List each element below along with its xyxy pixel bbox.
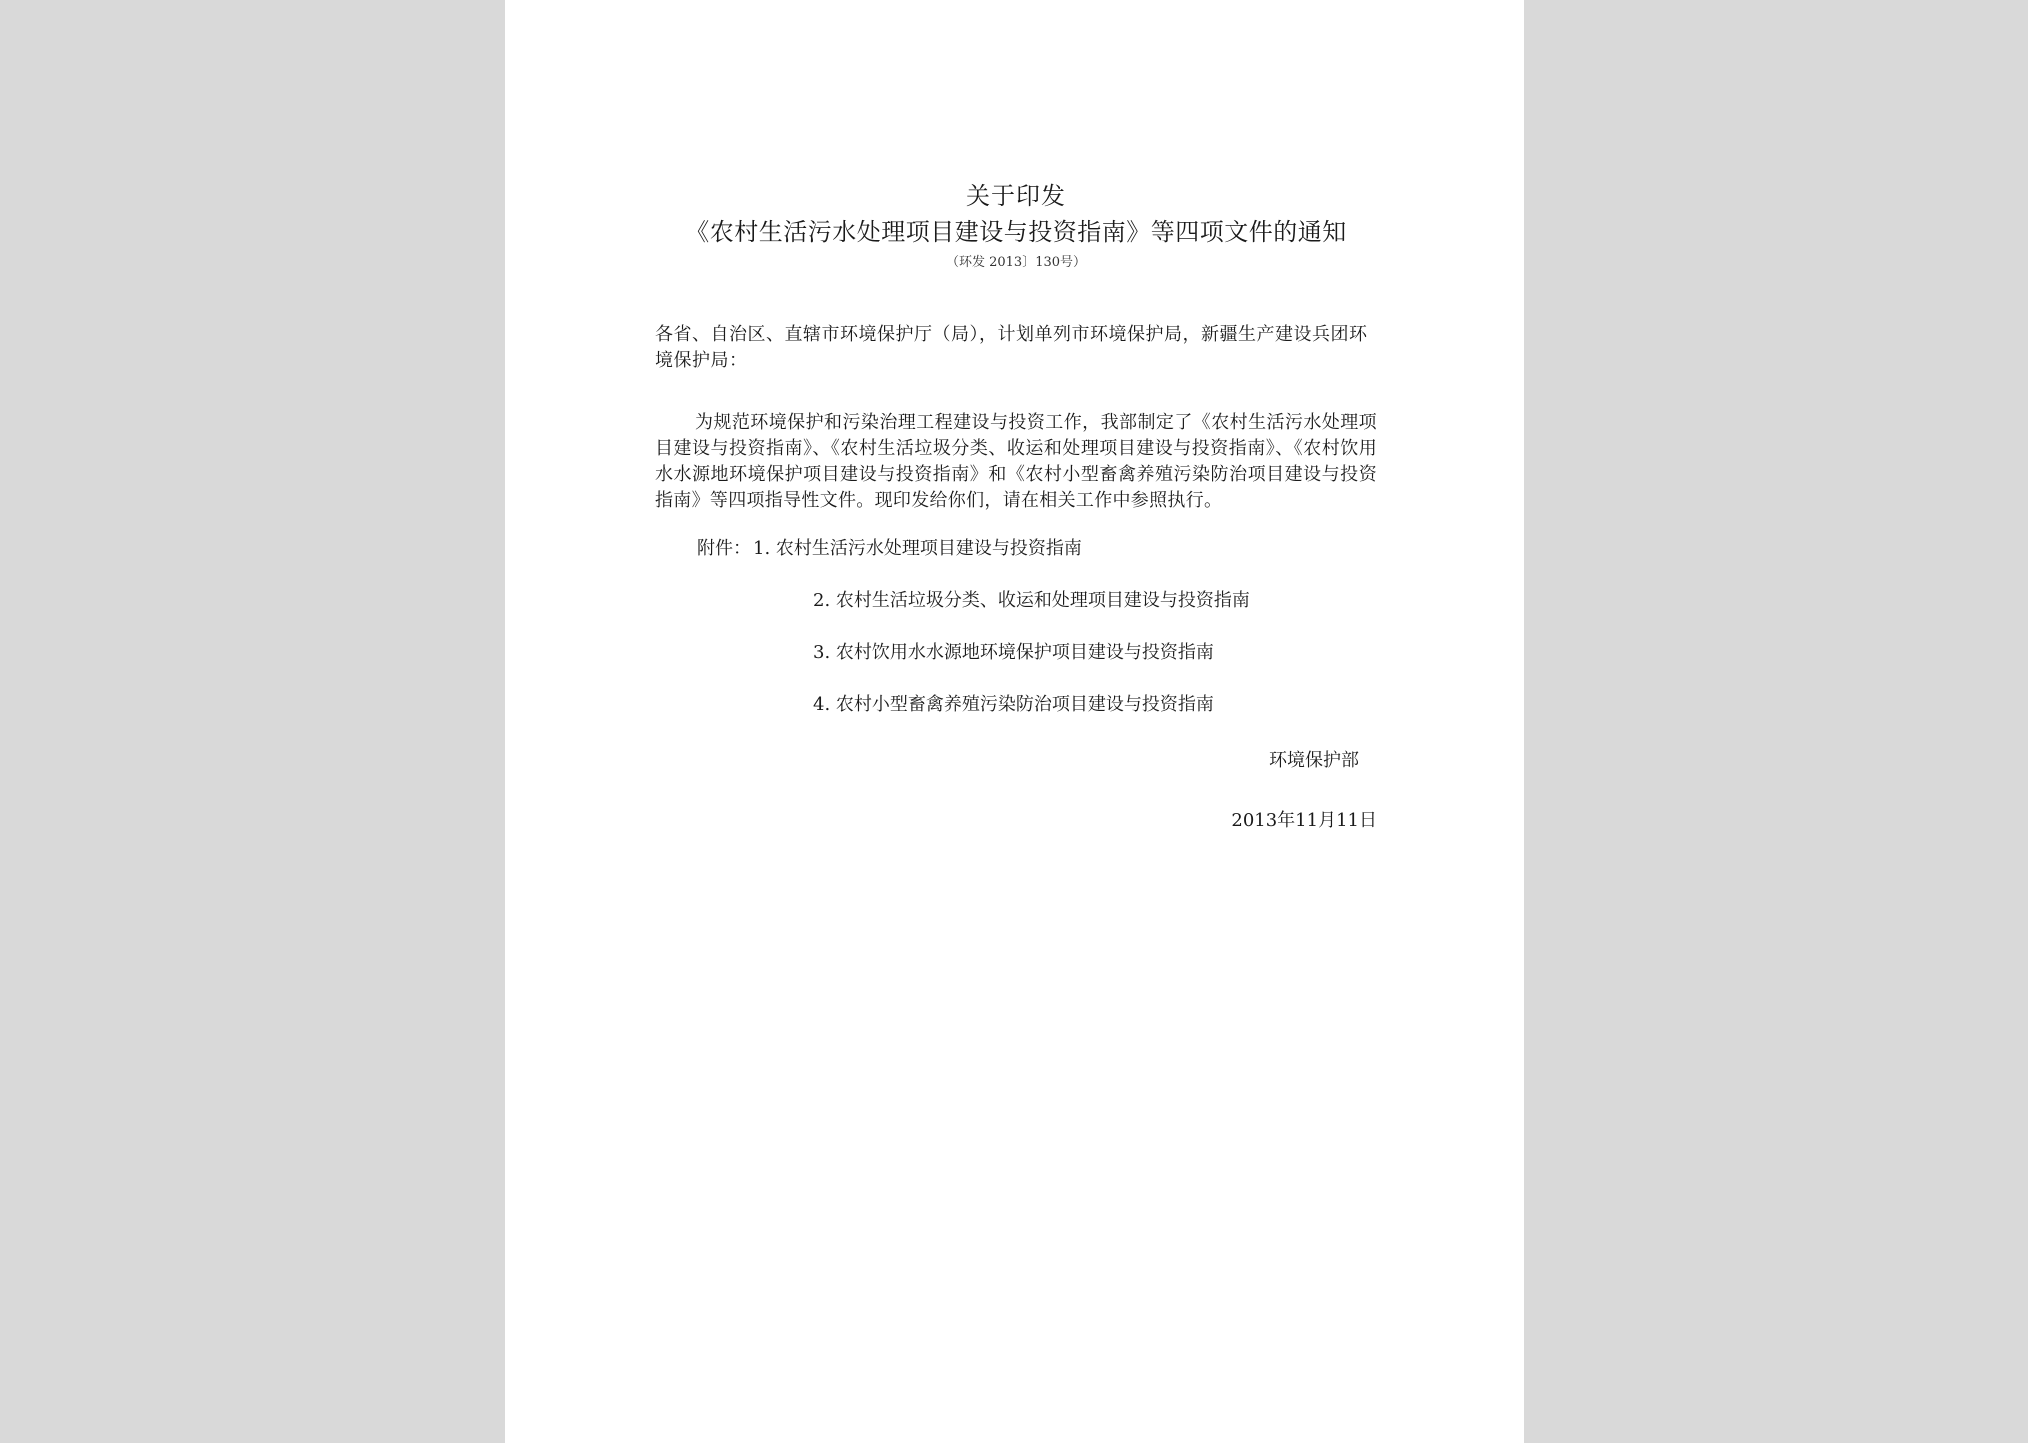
- document-content: [655, 180, 1377, 834]
- salutation: 各省、自治区、直辖市环境保护厅（局），计划单列市环境保护局，新疆生产建设兵团环境保护局：: [655, 324, 1368, 371]
- title-line-2: 《农村生活污水处理项目建设与投资指南》等四项文件的通知: [685, 218, 1347, 246]
- attachment-item: [655, 588, 1377, 640]
- attachment-item: [655, 692, 1377, 744]
- attachment-item: [655, 640, 1377, 692]
- title-line-1: 关于印发: [966, 182, 1066, 210]
- attachment-title: 4. 农村小型畜禽养殖污染防治项目建设与投资指南: [813, 694, 1214, 715]
- attachment-item: [655, 536, 1377, 588]
- attachment-label: 附件：: [697, 538, 751, 559]
- document-number: （环发 2013〕130号）: [945, 255, 1087, 270]
- attachment-title: 3. 农村饮用水水源地环境保护项目建设与投资指南: [813, 642, 1214, 663]
- attachment-title: 2. 农村生活垃圾分类、收运和处理项目建设与投资指南: [813, 590, 1250, 611]
- issuer-signature: 环境保护部: [1269, 750, 1359, 771]
- attachment-title: 1. 农村生活污水处理项目建设与投资指南: [753, 538, 1082, 559]
- body-paragraph: 为规范环境保护和污染治理工程建设与投资工作，我部制定了《农村生活污水处理项目建设与投资指南》、《农村生活垃圾分类、收运和处理项目建设与投资指南》、《农村饮用水水源地环境保护项目建设与投资指南》和《农村小型畜禽养殖污染防治项目建设与投资指南》等四项指导性文件。现印发给你们，请在相关工作中参照执行。: [655, 412, 1377, 511]
- issue-date: 2013年11月11日: [1231, 810, 1377, 831]
- attachments-list: [655, 536, 1377, 744]
- document-page: [505, 0, 1524, 1443]
